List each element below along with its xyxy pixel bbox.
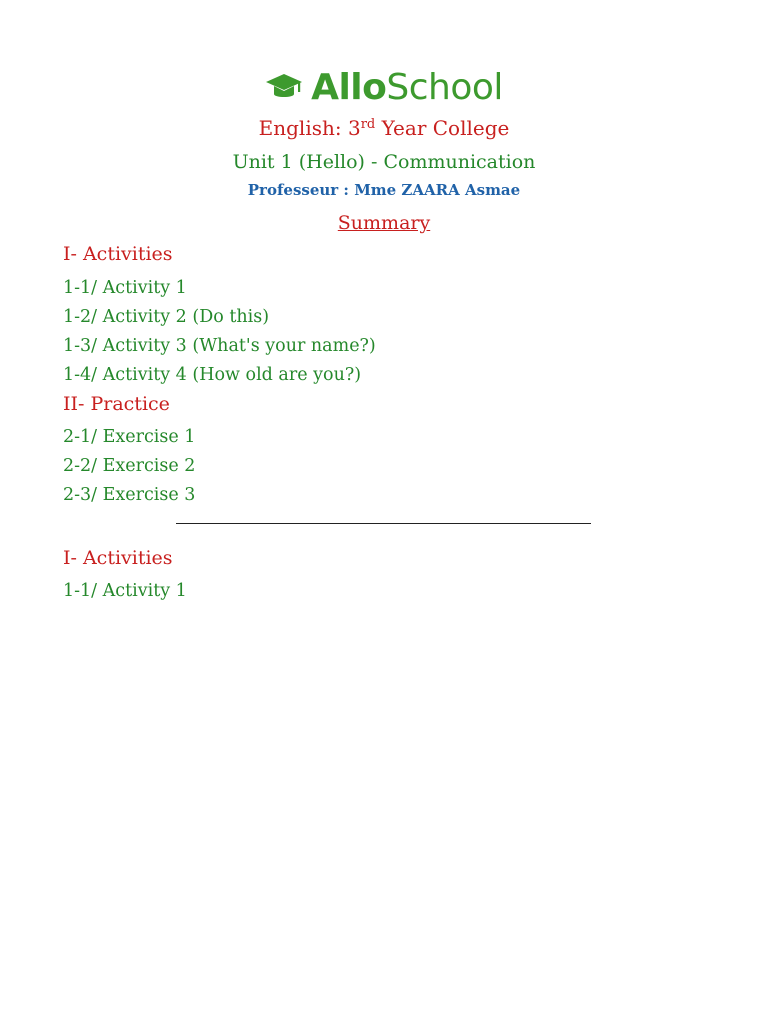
logo-name-light: School	[386, 67, 503, 108]
summary-item: 1-4/ Activity 4 (How old are you?)	[63, 365, 362, 385]
title-suffix: Year College	[375, 116, 510, 140]
professor-name: Professeur : Mme ZAARA Asmae	[247, 181, 521, 199]
logo-name-bold: Allo	[311, 67, 387, 108]
summary-item: 1-2/ Activity 2 (Do this)	[63, 307, 270, 327]
summary-item: 1-1/ Activity 1	[63, 278, 187, 298]
title-superscript: rd	[360, 117, 376, 132]
alloschool-logo	[0, 66, 768, 110]
section-item: 1-1/ Activity 1	[63, 581, 187, 601]
logo-wordmark	[311, 67, 503, 108]
document-title	[0, 116, 768, 140]
title-prefix: English: 3	[258, 116, 361, 140]
unit-subtitle: Unit 1 (Hello) - Communication	[232, 151, 536, 173]
summary-section-heading: II- Practice	[63, 393, 170, 415]
graduation-cap-icon	[265, 71, 303, 105]
summary-item: 2-2/ Exercise 2	[63, 456, 196, 476]
section-heading: I- Activities	[63, 547, 173, 569]
summary-item: 2-1/ Exercise 1	[63, 427, 196, 447]
section-divider	[176, 523, 591, 524]
summary-item: 2-3/ Exercise 3	[63, 485, 196, 505]
summary-item: 1-3/ Activity 3 (What's your name?)	[63, 336, 376, 356]
summary-heading: Summary	[337, 212, 431, 234]
summary-section-heading: I- Activities	[63, 243, 173, 265]
